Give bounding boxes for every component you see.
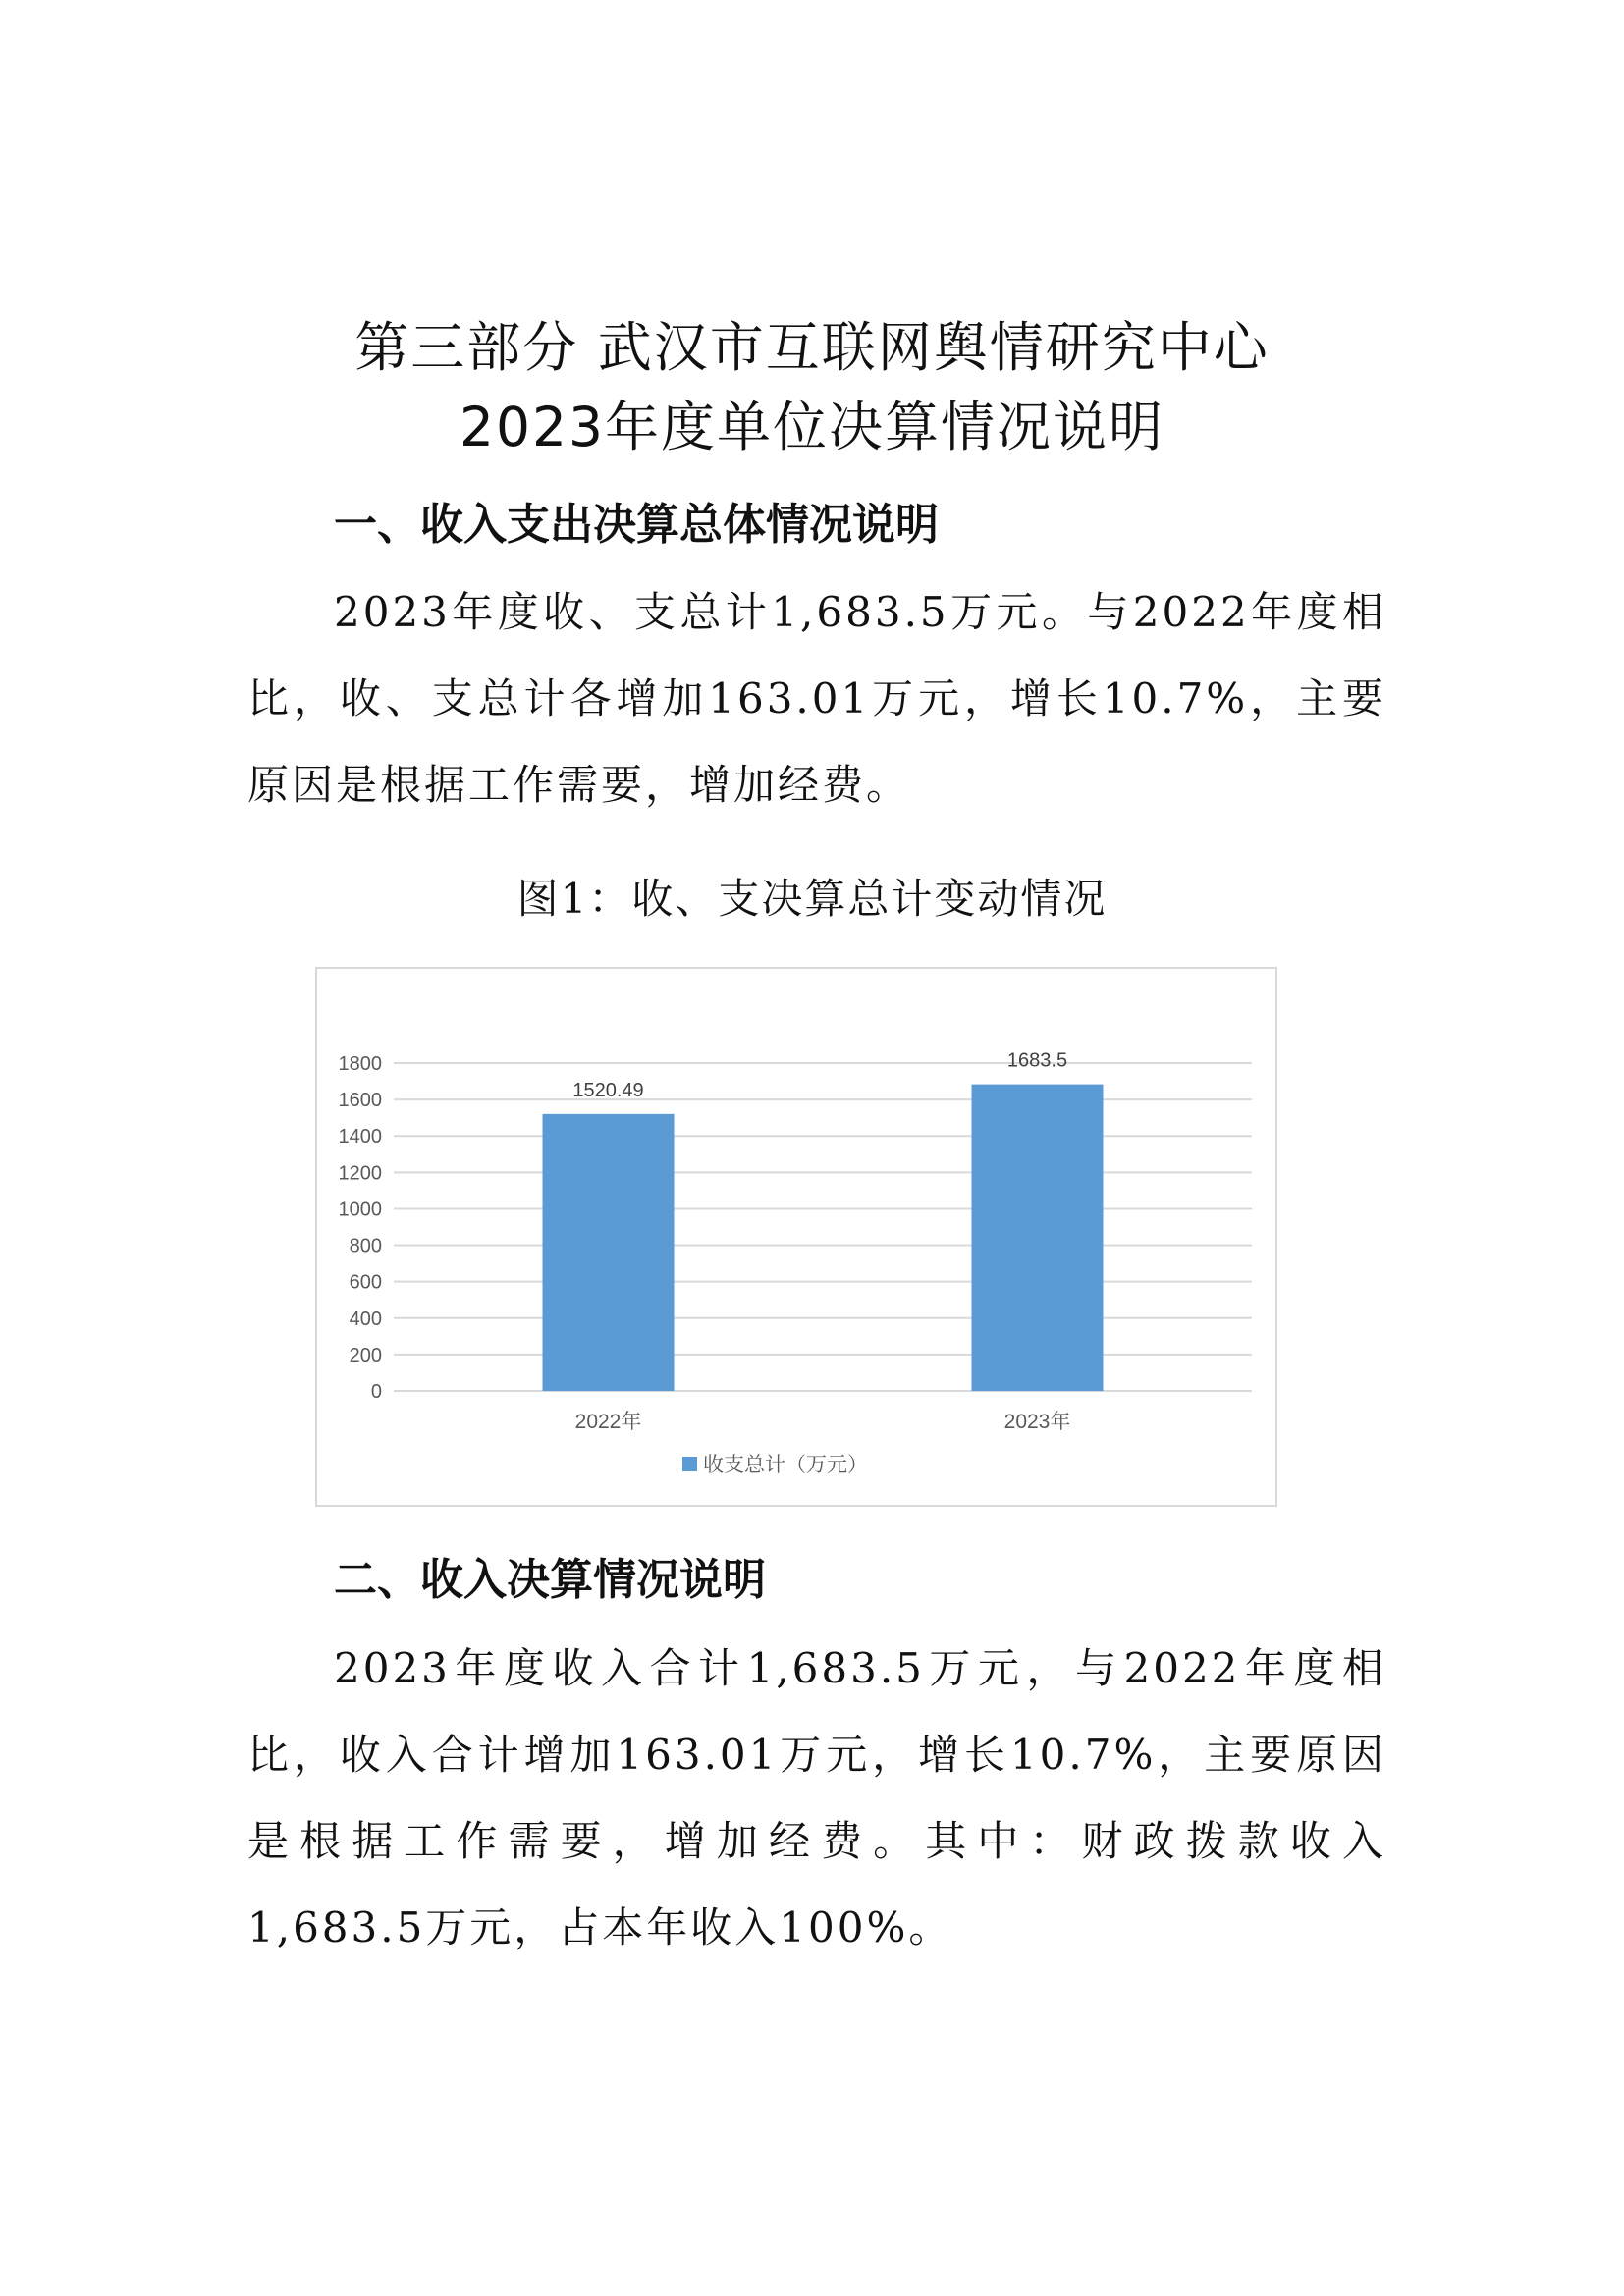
y-tick-label: 1600 <box>338 1090 382 1112</box>
x-tick-label: 2023年 <box>1003 1411 1071 1433</box>
y-tick-label: 1200 <box>338 1162 382 1185</box>
bar-chart <box>315 967 1277 1507</box>
y-tick-label: 1000 <box>338 1199 382 1221</box>
page-title-line-1: 第三部分 武汉市互联网舆情研究中心 <box>354 316 1270 379</box>
y-tick-label: 800 <box>349 1235 382 1257</box>
y-tick-label: 1400 <box>338 1126 382 1148</box>
page-title-line-2: 2023年度单位决算情况说明 <box>460 396 1164 458</box>
y-tick-label: 200 <box>349 1344 382 1366</box>
data-label: 1520.49 <box>572 1079 644 1101</box>
bar <box>972 1085 1104 1391</box>
legend-swatch <box>682 1457 697 1471</box>
section-paragraph-income: 2023年度收入合计1,683.5万元，与2022年度相比，收入合计增加163.01万元，增长10.7%，主要原因是根据工作需要，增加经费。其中：财政拨款收入1,683.5万元，占本年收入100%。 <box>247 1644 1386 1951</box>
x-tick-label: 2022年 <box>574 1411 642 1433</box>
y-tick-label: 1800 <box>338 1053 382 1075</box>
bar <box>543 1114 675 1391</box>
section-paragraph-income-expenditure: 2023年度收、支总计1,683.5万元。与2022年度相比，收、支总计各增加163.01万元，增长10.7%，主要原因是根据工作需要，增加经费。 <box>247 588 1386 809</box>
section-heading-income-expenditure: 一、收入支出决算总体情况说明 <box>334 500 939 550</box>
figure-caption: 图1：收、支决算总计变动情况 <box>516 875 1108 923</box>
data-label: 1683.5 <box>1006 1049 1068 1072</box>
y-tick-label: 0 <box>370 1381 382 1403</box>
y-tick-label: 600 <box>349 1271 382 1294</box>
section-heading-income: 二、收入决算情况说明 <box>334 1555 766 1605</box>
y-tick-label: 400 <box>349 1308 382 1330</box>
legend-label: 收支总计（万元） <box>703 1453 868 1476</box>
bar-chart-canvas <box>317 969 1275 1505</box>
